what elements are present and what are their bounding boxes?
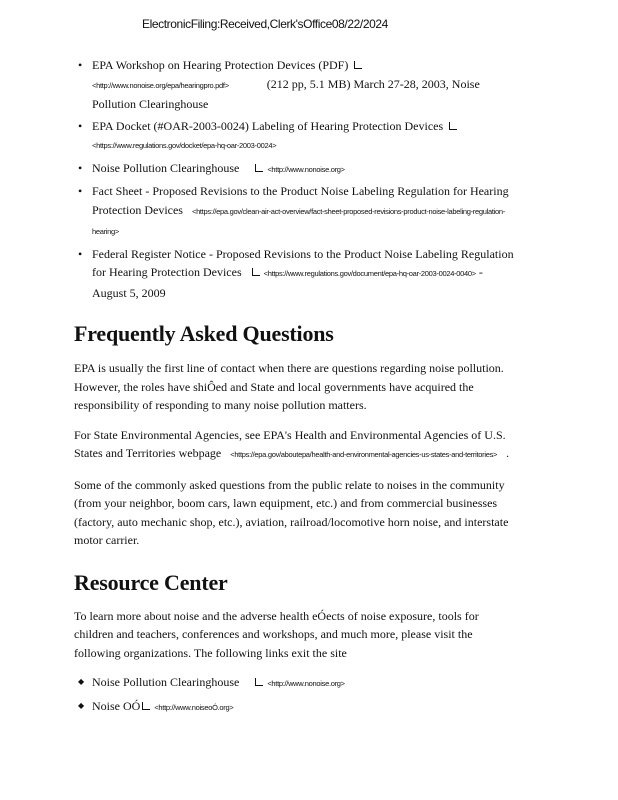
link-title[interactable]: Noise Pollution Clearinghouse	[92, 675, 240, 689]
link-title[interactable]: Noise OÓ	[92, 698, 141, 713]
link-url[interactable]: <https://www.regulations.gov/document/epa-hq-oar-2003-0024-0040>	[263, 269, 476, 278]
list-item	[74, 697, 518, 718]
list-item	[74, 159, 518, 180]
external-link-icon	[449, 122, 457, 130]
external-link-icon	[142, 702, 150, 710]
link-url[interactable]: <https://epa.gov/aboutepa/health-and-environmental-agencies-us-states-and-territories>	[230, 450, 498, 459]
external-link-icon	[255, 164, 263, 172]
link-title[interactable]: Fact Sheet - Proposed Revisions to the Product Noise Labeling Regulation for Hearing Protection Devices	[92, 184, 509, 217]
resource-links-list	[74, 56, 518, 302]
list-item	[74, 182, 518, 242]
state-agencies-link[interactable]: For State Environmental Agencies, see EPA's Health and Environmental Agencies of U.S. States and Territories webpage	[74, 427, 506, 460]
external-link-icon	[354, 61, 362, 69]
link-url[interactable]: <http://www.noiseoÓ.org>	[154, 702, 234, 712]
link-url[interactable]: <http://www.nonoise.org>	[267, 679, 345, 688]
resource-heading: Resource Center	[74, 569, 228, 595]
link-url[interactable]: <http://www.nonoise.org>	[267, 164, 345, 174]
organization-links-list	[74, 673, 518, 717]
list-item	[74, 673, 518, 694]
list-item	[74, 56, 518, 114]
faq-paragraph-3: Some of the commonly asked questions from the public relate to noises in the community (from your neighbor, boom cars, lawn equipment, etc.) and from commercial businesses (factory, auto mechanic shop, etc.), aviation, railroad/locomotive horn noise, and interstate motor carrier.	[74, 477, 509, 547]
faq-paragraph-1: EPA is usually the first line of contact when there are questions regarding noise pollution. However, the roles have shiÔed and State and local governments have acquired the responsibility of responding to many noise pollution matters.	[74, 361, 504, 412]
list-item	[74, 245, 518, 303]
faq-paragraph-2	[74, 426, 518, 465]
link-note: - August 5, 2009	[92, 265, 483, 300]
link-note: (212 pp, 5.1 MB) March 27-28, 2003, Noise Pollution Clearinghouse	[92, 76, 480, 111]
link-url[interactable]: <https://epa.gov/clean-air-act-overview/fact-sheet-proposed-revisions-product-noise-labeling-regulation-hearing>	[92, 206, 505, 236]
link-title[interactable]: Federal Register Notice - Proposed Revisions to the Product Noise Labeling Regulation for Hearing Protection Devices	[92, 246, 514, 279]
link-url[interactable]: <http://www.nonoise.org/epa/hearingpro.pdf>	[92, 80, 229, 90]
link-title[interactable]: EPA Workshop on Hearing Protection Devices (PDF)	[92, 58, 349, 72]
list-item	[74, 117, 518, 156]
filing-stamp: ElectronicFiling:Received,Clerk'sOffice08/22/2024	[142, 17, 388, 31]
document-body	[74, 56, 518, 720]
link-title[interactable]: Noise Pollution Clearinghouse	[92, 160, 240, 175]
external-link-icon	[255, 678, 263, 686]
link-url[interactable]: <https://www.regulations.gov/docket/epa-hq-oar-2003-0024>	[92, 141, 277, 150]
resource-paragraph: To learn more about noise and the adverse health eÓects of noise exposure, tools for children and teachers, conferences and workshops, and much more, please visit the following organizations. The following links exit the site	[74, 608, 479, 660]
link-title[interactable]: EPA Docket (#OAR-2003-0024) Labeling of Hearing Protection Devices	[92, 118, 444, 133]
external-link-icon	[252, 268, 260, 276]
period: .	[506, 446, 510, 460]
faq-heading: Frequently Asked Questions	[74, 321, 334, 346]
